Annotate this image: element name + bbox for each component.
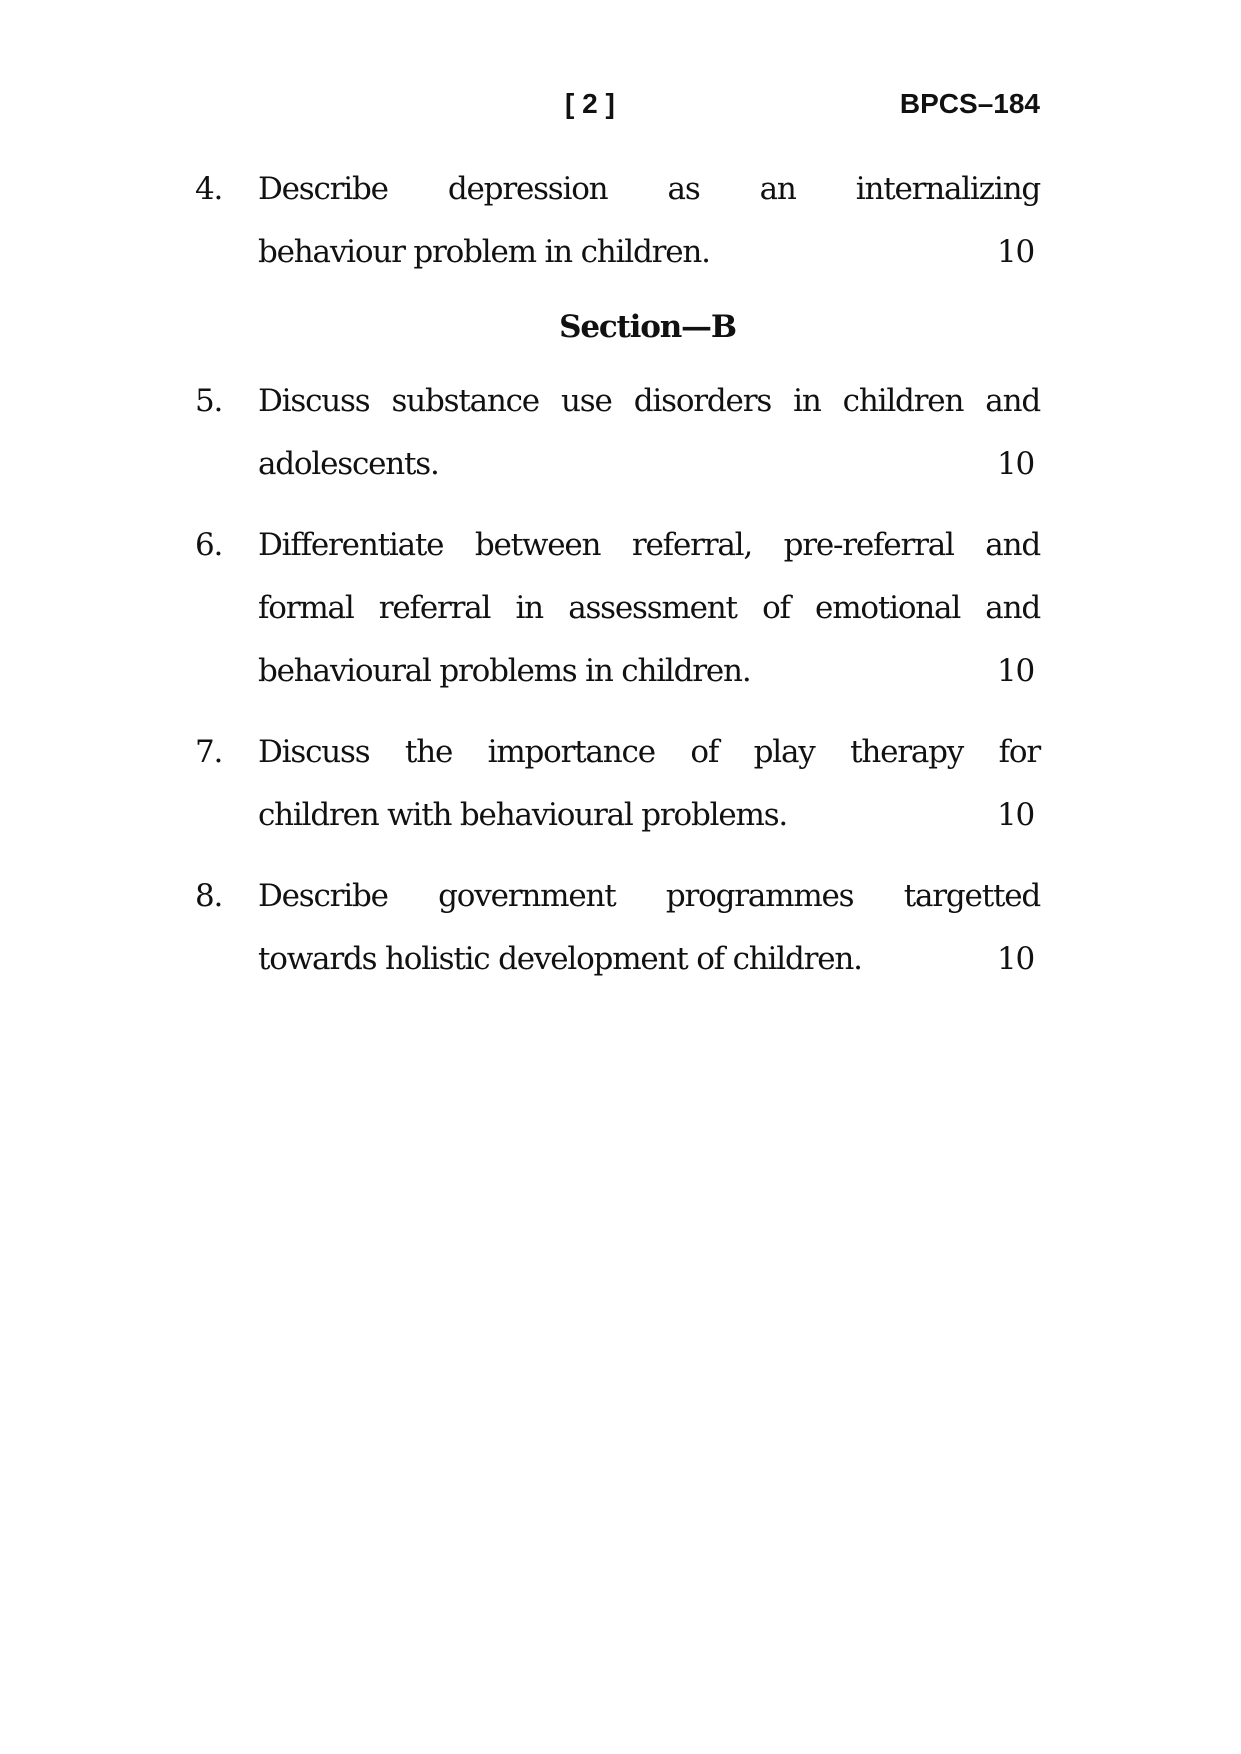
question-content — [195, 158, 1040, 1009]
question-text-line: formal referral in assessment of emotional and — [258, 590, 1040, 626]
question-number: 4. — [195, 171, 223, 207]
question-text-line: Discuss substance use disorders in children and — [258, 383, 1040, 419]
page-number: [ 2 ] — [565, 88, 615, 119]
question-text-line: Describe government programmes targetted — [258, 878, 1040, 914]
question-text-line: Describe depression as an internalizing — [258, 171, 1040, 207]
question-text: adolescents. — [258, 446, 439, 482]
question-item — [195, 865, 1040, 991]
question-text: behavioural problems in children. — [258, 653, 751, 689]
question-text-last-line — [258, 928, 1040, 991]
question-item — [195, 158, 1040, 284]
question-text: towards holistic development of children. — [258, 941, 862, 977]
question-number: 6. — [195, 527, 223, 563]
question-text-line: Discuss the importance of play therapy for — [258, 734, 1040, 770]
question-marks: 10 — [996, 797, 1034, 833]
question-text-last-line — [258, 784, 1040, 847]
question-body — [258, 721, 1040, 847]
question-number: 5. — [195, 383, 223, 419]
question-marks: 10 — [996, 653, 1034, 689]
question-number: 8. — [195, 878, 223, 914]
question-body — [258, 514, 1040, 703]
section-heading: Section—B — [559, 309, 736, 345]
course-code: BPCS–184 — [899, 88, 1040, 119]
question-text-line: Differentiate between referral, pre-referral and — [258, 527, 1040, 563]
question-body — [258, 370, 1040, 496]
question-text-last-line — [258, 433, 1040, 496]
question-body — [258, 865, 1040, 991]
question-item — [195, 370, 1040, 496]
page-header — [0, 88, 1241, 128]
question-text-last-line — [258, 640, 1040, 703]
question-item — [195, 514, 1040, 703]
question-text: children with behavioural problems. — [258, 797, 788, 833]
question-marks: 10 — [996, 941, 1034, 977]
question-text-last-line — [258, 221, 1040, 284]
question-text: behaviour problem in children. — [258, 234, 710, 270]
question-marks: 10 — [996, 446, 1034, 482]
question-item — [195, 721, 1040, 847]
question-number: 7. — [195, 734, 223, 770]
question-marks: 10 — [996, 234, 1034, 270]
question-body — [258, 158, 1040, 284]
